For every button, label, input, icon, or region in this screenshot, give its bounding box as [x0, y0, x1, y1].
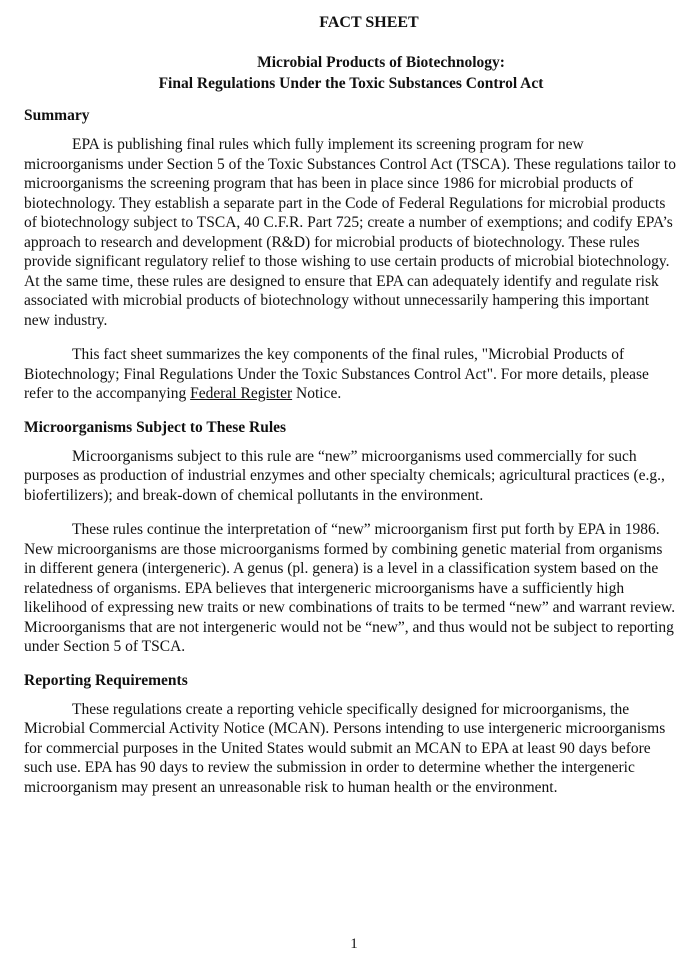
heading-summary: Summary: [24, 107, 90, 124]
summary-paragraph-2-end: Notice.: [292, 385, 342, 402]
document-subtitle: [24, 52, 678, 94]
microorganisms-paragraph-1: Microorganisms subject to this rule are “new” microorganisms used commercially for such purposes as production of industrial enzymes and other specialty chemicals; agricultural practices (e.g., biofertilizers); and break-down of chemical pollutants in the environment.: [24, 447, 665, 504]
heading-reporting-requirements: Reporting Requirements: [24, 671, 188, 689]
heading-microorganisms-subject: Microorganisms Subject to These Rules: [24, 418, 287, 436]
subtitle-line-1: Microbial Products of Biotechnology:: [257, 54, 505, 71]
summary-paragraph-2-text: This fact sheet summarizes the key components of the final rules, "Microbial Products of Biotechnology; Final Regulations Under the Toxic Substances Control Act". For more details, please refer to the accompanying: [24, 346, 649, 402]
document-title: FACT SHEET: [319, 14, 419, 31]
summary-paragraph-1: EPA is publishing final rules which fully implement its screening program for new microorganisms under Section 5 of the Toxic Substances Control Act (TSCA). These regulations tailor to microorganisms the screening program that has been in place since 1986 for microbial products of biotechnology. They establish a separate part in the Code of Federal Regulations for microbial products of biotechnology subject to TSCA, 40 C.F.R. Part 725; create a number of exemptions; and codify EPA’s approach to research and development (R&D) for microbial products of biotechnology. These rules provide significant regulatory relief to those wishing to use certain products of microbial biotechnology. At the same time, these rules are designed to ensure that EPA can adequately identify and regulate risk associated with microbial products of biotechnology without unnecessarily hampering this important new industry.: [24, 136, 676, 329]
summary-paragraph-2: [24, 345, 678, 404]
page-number: 1: [350, 936, 358, 952]
subtitle-line-2: Final Regulations Under the Toxic Substances Control Act: [158, 75, 544, 92]
microorganisms-paragraph-2: These rules continue the interpretation of “new” microorganism first put forth by EPA in 1986. New microorganisms are those microorganisms formed by combining genetic material from organisms in different genera (intergeneric). A genus (pl. genera) is a level in a classification system based on the relatedness of organisms. EPA believes that intergeneric microorganisms have a sufficiently high likelihood of expressing new traits or new combinations of traits to be termed “new” and warrant review. Microorganisms that are not intergeneric would not be “new”, and thus would not be subject to reporting under Section 5 of TSCA.: [24, 521, 676, 655]
reporting-paragraph-1: These regulations create a reporting vehicle specifically designed for microorganisms, the Microbial Commercial Activity Notice (MCAN). Persons intending to use intergeneric microorganisms for commercial purposes in the United States would submit an MCAN to EPA at least 90 days before such use. EPA has 90 days to review the submission in order to determine whether the intergeneric microorganism may present an unreasonable risk to human health or the environment.: [24, 700, 666, 796]
federal-register-reference: Federal Register: [190, 385, 293, 402]
